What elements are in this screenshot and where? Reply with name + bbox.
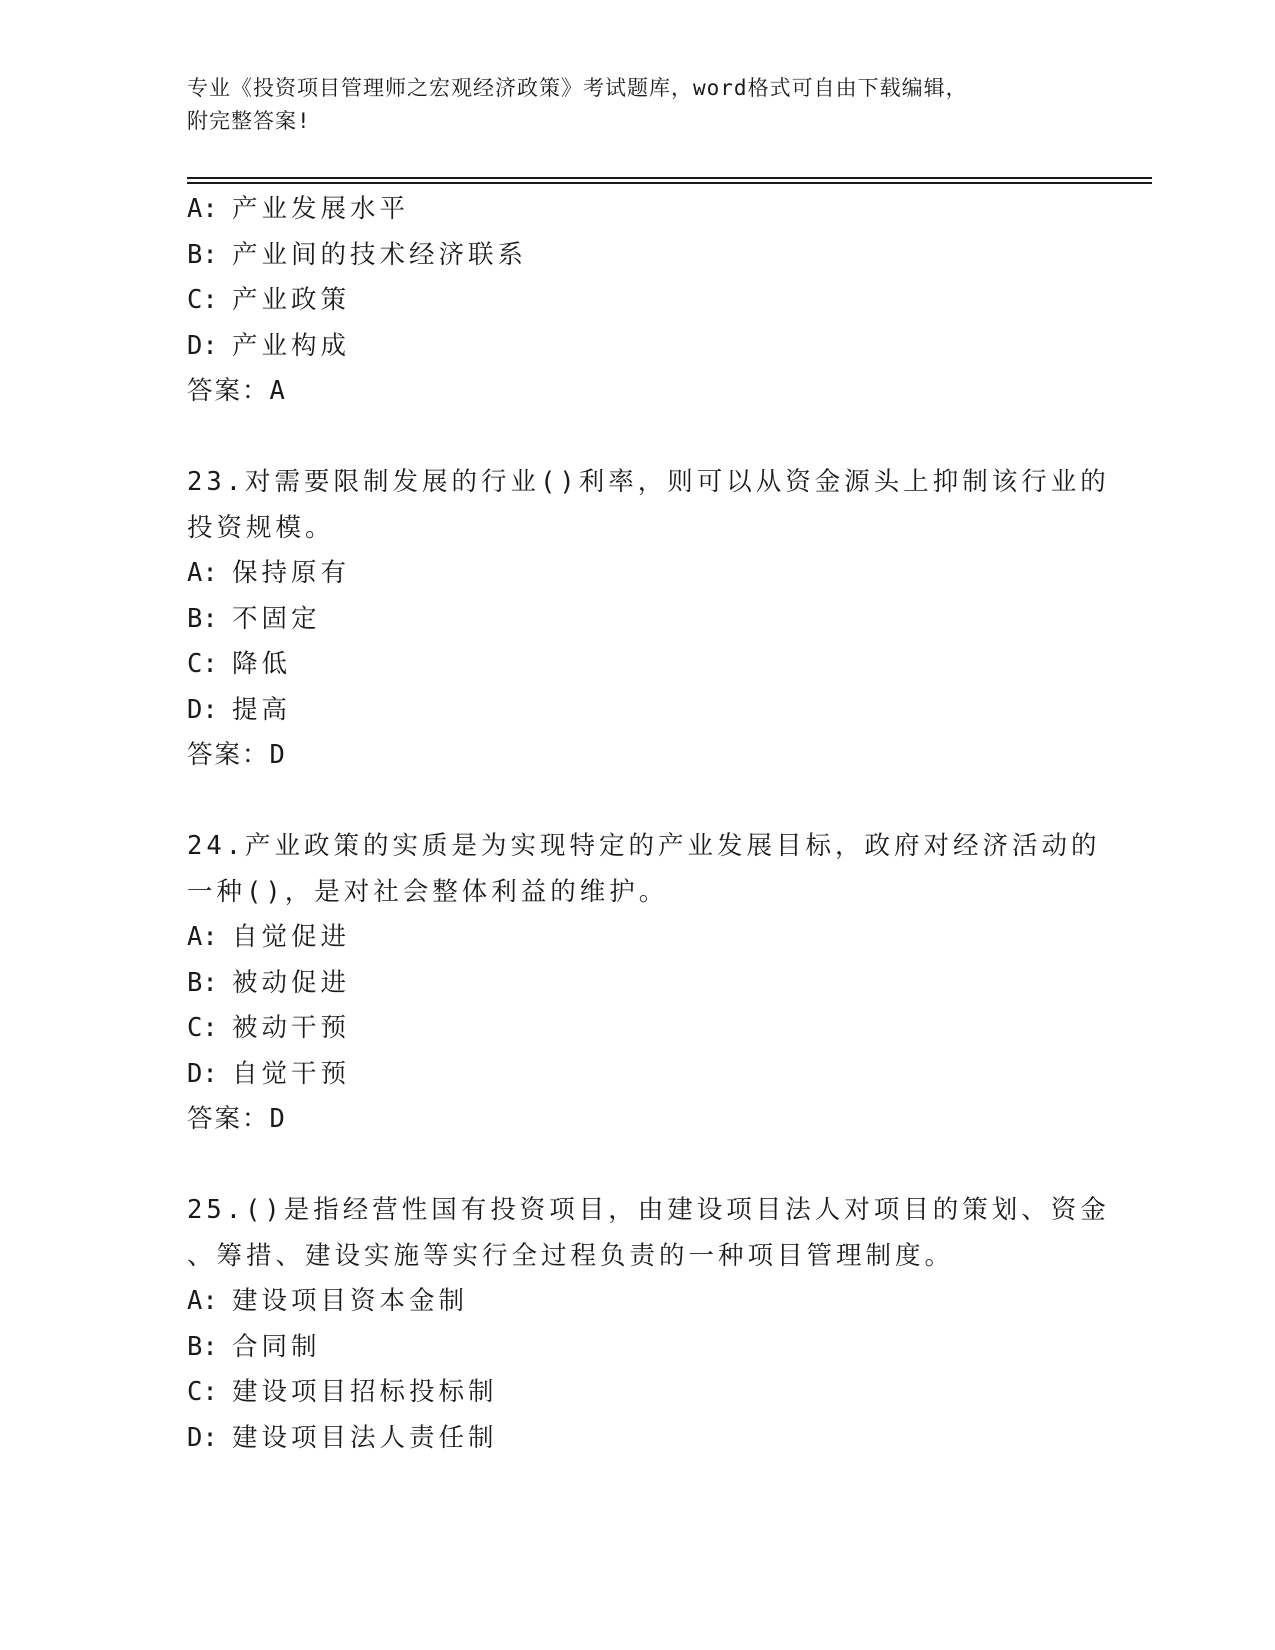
option-key: A: xyxy=(187,1286,218,1316)
option-key: A: xyxy=(187,194,218,224)
option-item xyxy=(187,1370,1087,1416)
option-text: 保持原有 xyxy=(232,558,351,588)
answer-text: 答案：D xyxy=(187,1104,287,1134)
block-spacer xyxy=(187,415,1087,461)
answer-text: 答案：A xyxy=(187,376,287,406)
option-item xyxy=(187,688,1087,734)
option-text: 产业政策 xyxy=(232,285,351,315)
option-text: 产业发展水平 xyxy=(232,194,410,224)
document-header xyxy=(187,72,1067,138)
question-text: 24.产业政策的实质是为实现特定的产业发展目标，政府对经济活动的 xyxy=(187,831,1101,861)
option-key: B: xyxy=(187,967,218,998)
option-key: C: xyxy=(187,649,218,679)
option-text: 产业间的技术经济联系 xyxy=(232,239,528,270)
question-text: 投资规模。 xyxy=(187,512,335,543)
option-key: C: xyxy=(187,285,218,315)
question-text: 23.对需要限制发展的行业()利率，则可以从资金源头上抑制该行业的 xyxy=(187,467,1110,497)
option-key: A: xyxy=(187,558,218,588)
option-key: D: xyxy=(187,694,218,725)
option-text: 建设项目法人责任制 xyxy=(232,1422,498,1453)
option-item xyxy=(187,324,1087,370)
question-text: 一种()，是对社会整体利益的维护。 xyxy=(187,876,669,907)
option-item xyxy=(187,551,1087,597)
option-text: 合同制 xyxy=(232,1331,321,1362)
option-text: 建设项目招标投标制 xyxy=(232,1377,498,1407)
option-item xyxy=(187,915,1087,961)
question-block xyxy=(187,415,1110,779)
header-line-2: 附完整答案! xyxy=(187,109,311,133)
block-spacer xyxy=(187,779,1087,825)
option-key: C: xyxy=(187,1013,218,1043)
question-text: 25.()是指经营性国有投资项目，由建设项目法人对项目的策划、资金 xyxy=(187,1195,1110,1225)
option-key: D: xyxy=(187,330,218,361)
option-item xyxy=(187,187,1087,233)
option-text: 不固定 xyxy=(232,603,321,634)
option-item xyxy=(187,233,1087,279)
option-item xyxy=(187,642,1087,688)
option-text: 提高 xyxy=(232,694,292,725)
question-block xyxy=(187,1143,1110,1462)
option-item xyxy=(187,961,1087,1007)
header-divider-bottom xyxy=(187,182,1152,184)
question-block xyxy=(187,779,1101,1143)
question-text: 、筹措、建设实施等实行全过程负责的一种项目管理制度。 xyxy=(187,1240,955,1271)
option-key: B: xyxy=(187,239,218,270)
header-line-1: 专业《投资项目管理师之宏观经济政策》考试题库，word格式可自由下载编辑， xyxy=(187,76,968,100)
option-item xyxy=(187,278,1087,324)
option-key: C: xyxy=(187,1377,218,1407)
option-item xyxy=(187,1325,1087,1371)
option-key: D: xyxy=(187,1058,218,1089)
option-text: 建设项目资本金制 xyxy=(232,1286,469,1316)
option-text: 产业构成 xyxy=(232,330,351,361)
option-text: 被动干预 xyxy=(232,1013,351,1043)
option-item xyxy=(187,1006,1087,1052)
question-block xyxy=(187,187,1087,415)
option-text: 被动促进 xyxy=(232,967,351,998)
answer-text: 答案：D xyxy=(187,740,287,770)
option-text: 自觉促进 xyxy=(232,922,351,952)
option-key: D: xyxy=(187,1422,218,1453)
header-divider-top xyxy=(187,177,1152,179)
option-key: B: xyxy=(187,603,218,634)
option-item xyxy=(187,1279,1087,1325)
option-key: A: xyxy=(187,922,218,952)
option-text: 自觉干预 xyxy=(232,1058,351,1089)
option-item xyxy=(187,1052,1087,1098)
option-item xyxy=(187,597,1087,643)
option-item xyxy=(187,1416,1087,1462)
option-key: B: xyxy=(187,1331,218,1362)
option-text: 降低 xyxy=(232,649,292,679)
question-list xyxy=(187,187,1110,1461)
block-spacer xyxy=(187,1143,1087,1189)
